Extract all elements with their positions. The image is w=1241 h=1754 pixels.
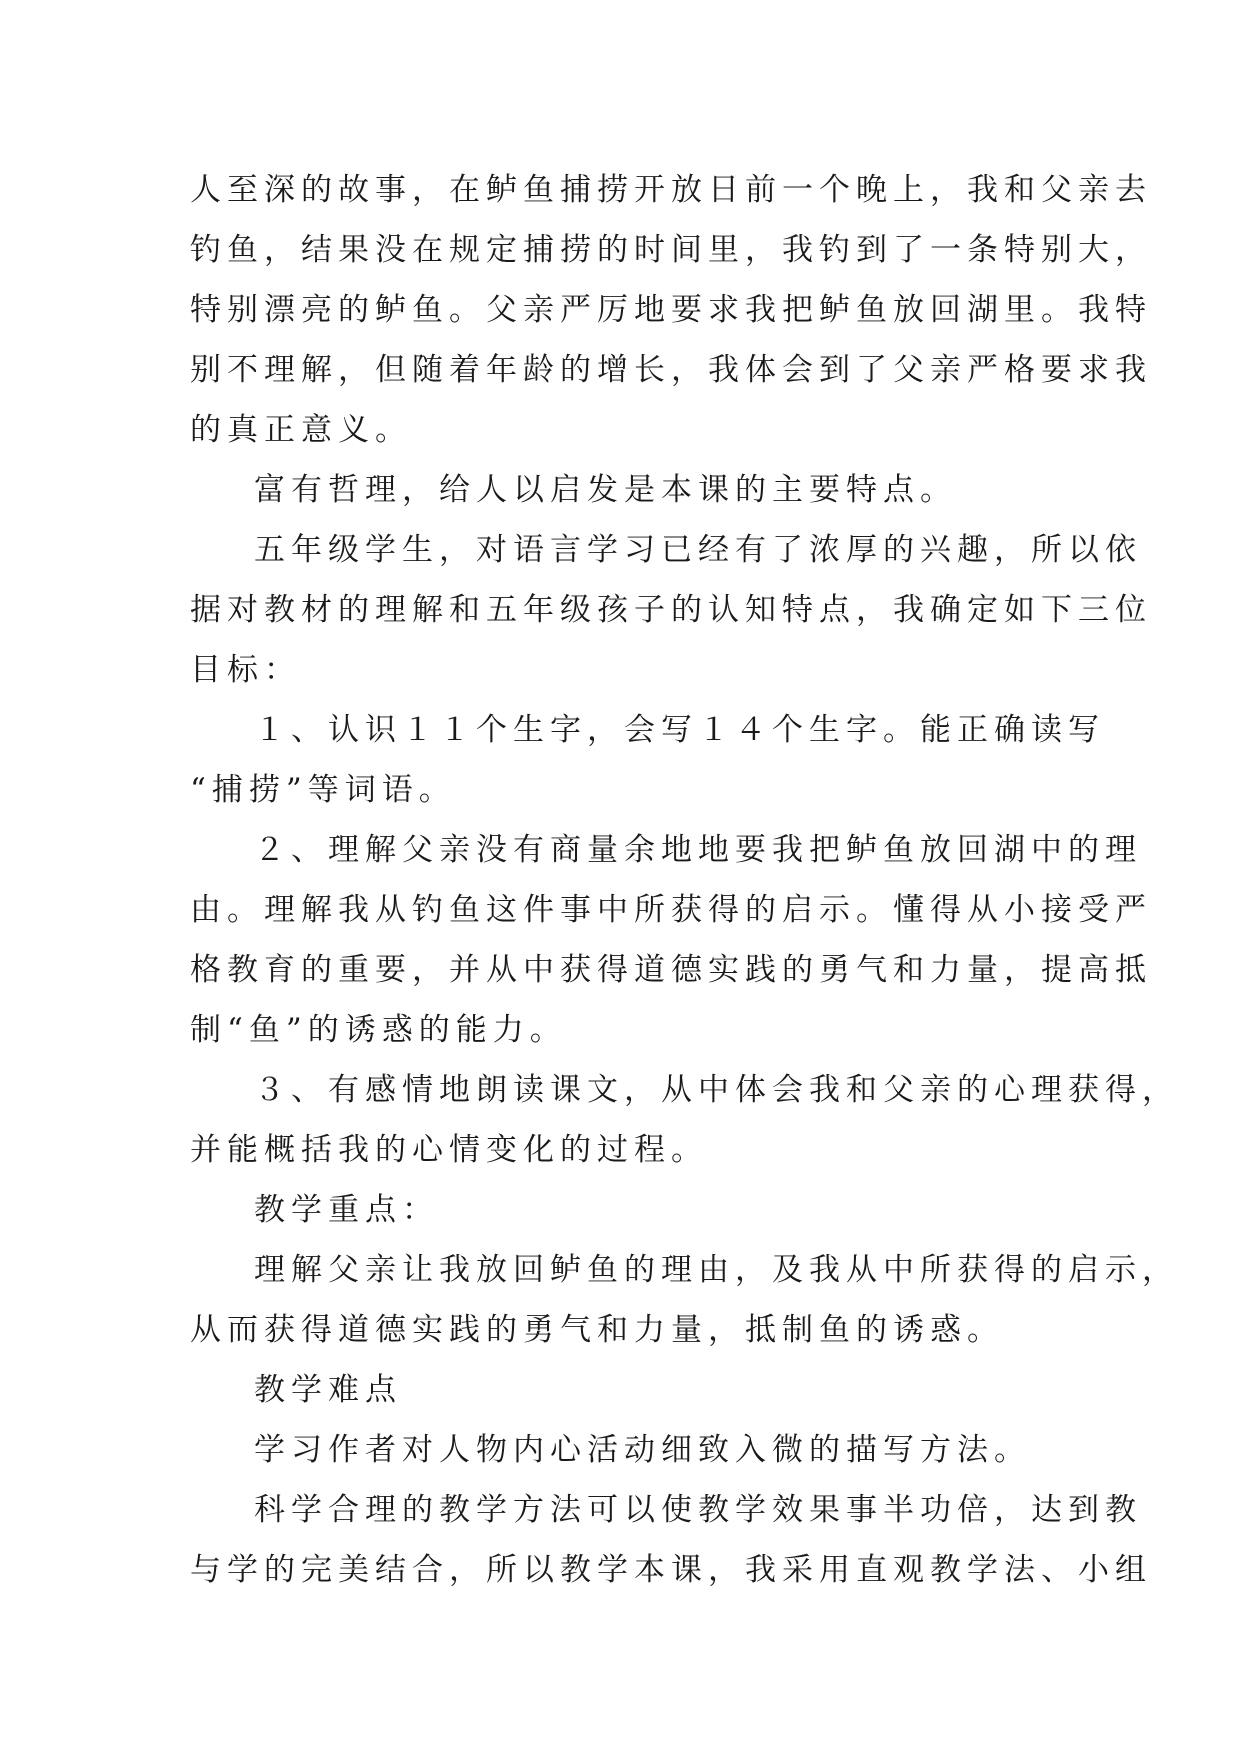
text-line: 从而获得道德实践的勇气和力量，抵制鱼的诱惑。 bbox=[190, 1312, 1004, 1348]
text-line: 钓鱼，结果没在规定捕捞的时间里，我钓到了一条特别大， bbox=[190, 232, 1152, 268]
text-line: 五年级学生，对语言学习已经有了浓厚的兴趣，所以依 bbox=[254, 532, 1142, 568]
text-line: 与学的完美结合，所以教学本课，我采用直观教学法、小组 bbox=[190, 1552, 1152, 1588]
paragraph-p7 bbox=[190, 1180, 1070, 1240]
text-line: 的真正意义。 bbox=[190, 412, 412, 448]
text-line: 特别漂亮的鲈鱼。父亲严厉地要求我把鲈鱼放回湖里。我特 bbox=[190, 292, 1152, 328]
paragraph-p1 bbox=[190, 160, 1152, 460]
text-line: １、认识１１个生字，会写１４个生字。能正确读写 bbox=[254, 712, 1105, 748]
text-line: 目标： bbox=[190, 652, 301, 688]
text-line: 并能概括我的心情变化的过程。 bbox=[190, 1132, 708, 1168]
text-line: ２、理解父亲没有商量余地地要我把鲈鱼放回湖中的理 bbox=[254, 832, 1142, 868]
text-line: 据对教材的理解和五年级孩子的认知特点，我确定如下三位 bbox=[190, 592, 1152, 628]
text-line: 科学合理的教学方法可以使教学效果事半功倍，达到教 bbox=[254, 1492, 1142, 1528]
text-line: 教学重点： bbox=[254, 1192, 439, 1228]
paragraph-p11 bbox=[190, 1480, 1152, 1600]
text-line: 学习作者对人物内心活动细致入微的描写方法。 bbox=[254, 1432, 1031, 1468]
text-line: 别不理解，但随着年龄的增长，我体会到了父亲严格要求我 bbox=[190, 352, 1152, 388]
text-line: 由。理解我从钓鱼这件事中所获得的启示。懂得从小接受严 bbox=[190, 892, 1152, 928]
text-line: ３、有感情地朗读课文，从中体会我和父亲的心理获得， bbox=[254, 1072, 1179, 1108]
text-line: 理解父亲让我放回鲈鱼的理由，及我从中所获得的启示， bbox=[254, 1252, 1179, 1288]
paragraph-p6 bbox=[190, 1060, 1179, 1180]
document-body bbox=[190, 160, 1179, 1600]
paragraph-p4 bbox=[190, 700, 1105, 820]
text-line: 富有哲理，给人以启发是本课的主要特点。 bbox=[254, 472, 957, 508]
paragraph-p5 bbox=[190, 820, 1152, 1060]
text-line: 教学难点 bbox=[254, 1372, 402, 1408]
paragraph-p9 bbox=[190, 1360, 1070, 1420]
text-line: “捕捞”等词语。 bbox=[190, 772, 456, 808]
text-line: 人至深的故事，在鲈鱼捕捞开放日前一个晚上，我和父亲去 bbox=[190, 172, 1152, 208]
text-line: 格教育的重要，并从中获得道德实践的勇气和力量，提高抵 bbox=[190, 952, 1152, 988]
text-line: 制“鱼”的诱惑的能力。 bbox=[190, 1012, 567, 1048]
paragraph-p2 bbox=[190, 460, 1070, 520]
paragraph-p3 bbox=[190, 520, 1152, 700]
paragraph-p8 bbox=[190, 1240, 1179, 1360]
paragraph-p10 bbox=[190, 1420, 1070, 1480]
